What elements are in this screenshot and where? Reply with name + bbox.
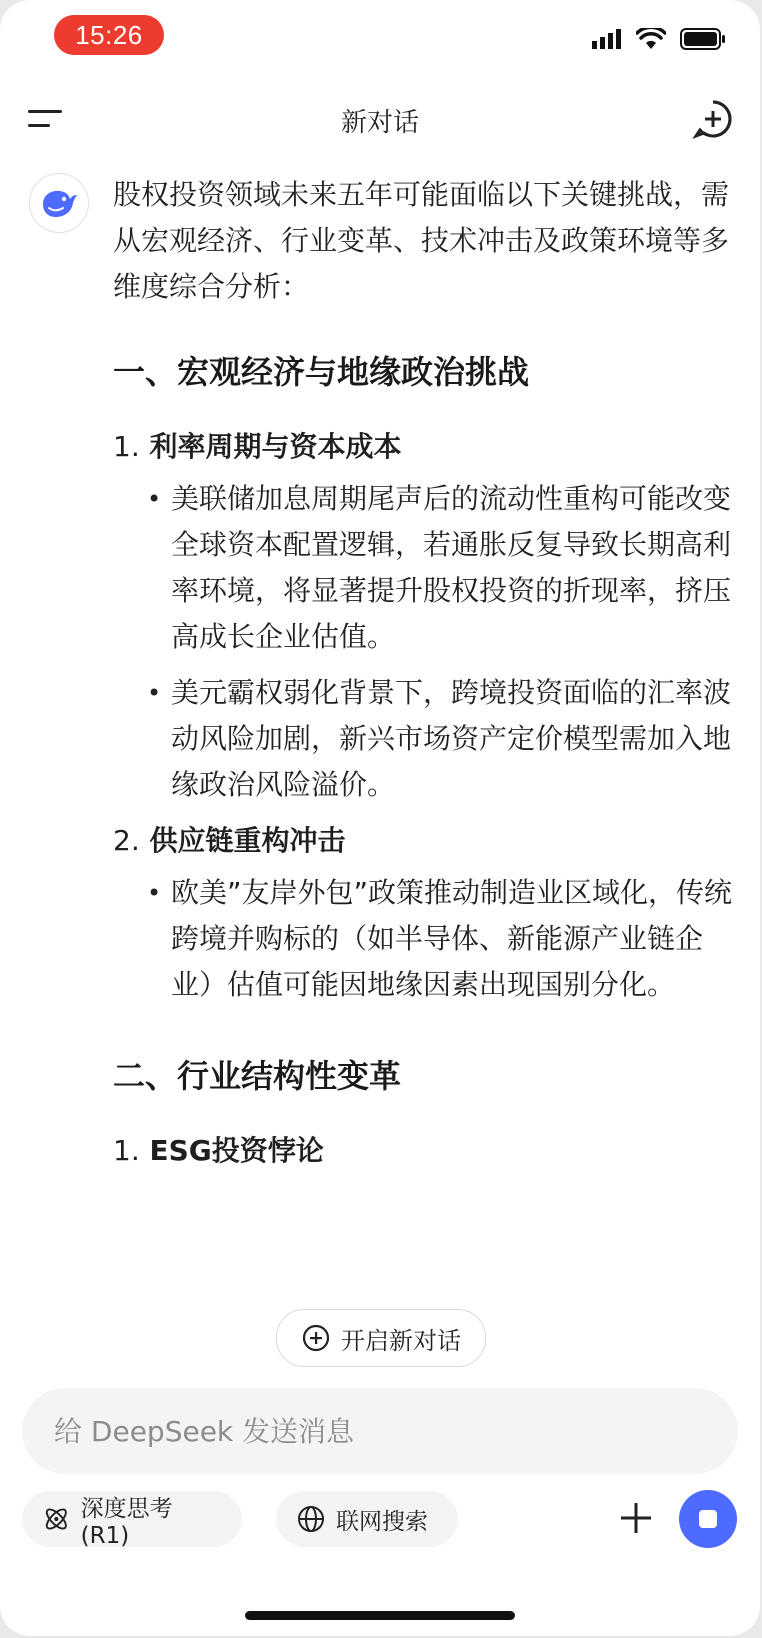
message-composer [22, 1388, 738, 1474]
message-input[interactable] [52, 1414, 696, 1449]
globe-icon [296, 1504, 326, 1534]
new-chat-icon[interactable] [692, 98, 734, 140]
bullet-text: 欧美”友岸外包”政策推动制造业区域化，传统跨境并购标的（如半导体、新能源产业链企业）估值可能因地缘因素出现国别分化。 [171, 876, 733, 1001]
atom-icon [42, 1504, 71, 1534]
status-icons [592, 28, 726, 50]
subsection-number: 2. [113, 824, 140, 857]
battery-icon [680, 28, 726, 50]
start-new-chat-label: 开启新对话 [341, 1326, 461, 1355]
section-heading: 二、行业结构性变革 [113, 1057, 402, 1095]
subsection-heading [113, 424, 738, 470]
subsection-number: 1. [113, 1134, 140, 1167]
home-indicator [245, 1611, 515, 1620]
top-nav [0, 86, 760, 156]
subsection-title: ESG投资悖论 [149, 1134, 324, 1167]
deep-think-toggle[interactable] [22, 1491, 242, 1547]
subsection-title: 利率周期与资本成本 [149, 430, 402, 463]
deepseek-avatar [29, 173, 89, 233]
bullet-item: • 美联储加息周期尾声后的流动性重构可能改变全球资本配置逻辑，若通胀反复导致长期高利率环境，将显著提升股权投资的折现率，挤压高成长企业估值。 [147, 482, 732, 653]
bullet-item: • 欧美”友岸外包”政策推动制造业区域化，传统跨境并购标的（如半导体、新能源产业链企业）估值可能因地缘因素出现国别分化。 [147, 876, 733, 1001]
web-search-toggle[interactable] [276, 1491, 458, 1547]
bullet-text: 美元霸权弱化背景下，跨境投资面临的汇率波动风险加剧，新兴市场资产定价模型需加入地缘政治风险溢价。 [171, 676, 732, 801]
stop-generation-button[interactable] [679, 1490, 737, 1548]
subsection-heading [113, 818, 738, 864]
web-search-label: 联网搜索 [336, 1508, 428, 1535]
bullet-item: • 美元霸权弱化背景下，跨境投资面临的汇率波动风险加剧，新兴市场资产定价模型需加入地缘政治风险溢价。 [147, 676, 732, 801]
assistant-message [113, 172, 738, 1174]
status-time: 15:26 [54, 15, 164, 55]
subsection-heading [113, 1128, 738, 1174]
message-intro: 股权投资领域未来五年可能面临以下关键挑战，需从宏观经济、行业变革、技术冲击及政策环境等多维度综合分析： [113, 178, 730, 303]
start-new-chat-button[interactable] [276, 1309, 486, 1367]
deep-think-label: 深度思考 (R1) [80, 1495, 173, 1549]
subsection-title: 供应链重构冲击 [149, 824, 346, 857]
deepseek-whale-icon [39, 186, 79, 220]
stop-icon [697, 1508, 719, 1530]
section-heading: 一、宏观经济与地缘政治挑战 [113, 353, 530, 391]
new-chat-icon [301, 1323, 331, 1353]
page-title: 新对话 [340, 108, 419, 138]
subsection-number: 1. [113, 430, 140, 463]
bullet-text: 美联储加息周期尾声后的流动性重构可能改变全球资本配置逻辑，若通胀反复导致长期高利率环境，将显著提升股权投资的折现率，挤压高成长企业估值。 [171, 482, 732, 653]
bullet-list [113, 476, 738, 808]
attach-plus-icon[interactable] [614, 1493, 658, 1543]
cellular-signal-icon [592, 29, 622, 49]
wifi-icon [636, 28, 666, 50]
bullet-list [113, 870, 738, 1008]
